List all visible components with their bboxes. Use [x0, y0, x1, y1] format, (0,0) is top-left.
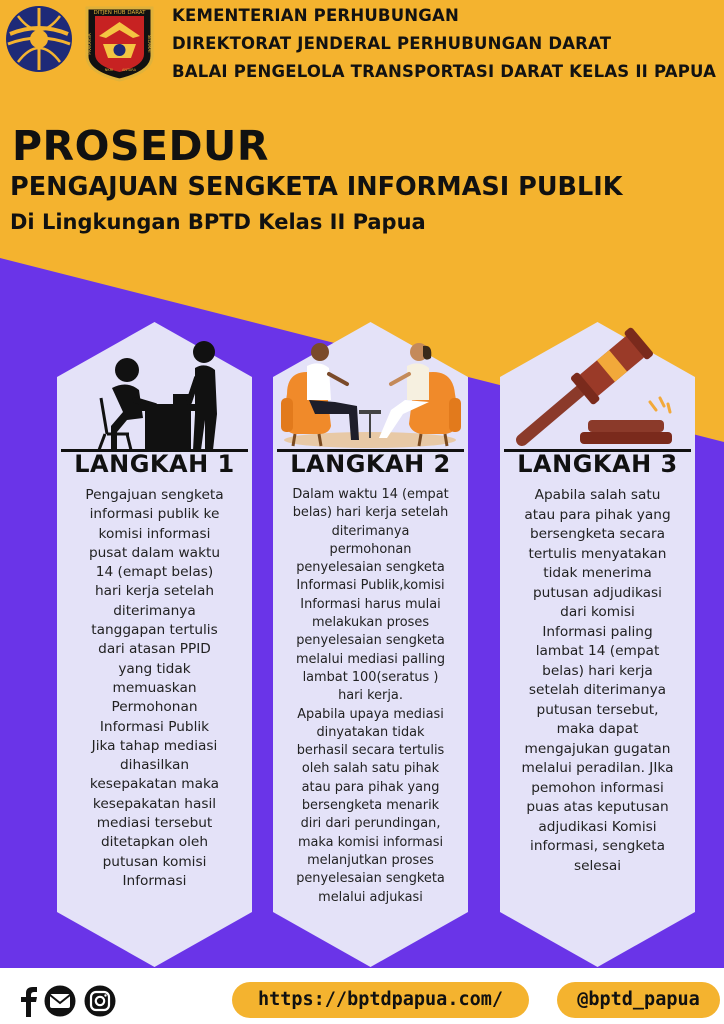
- ditjen-hub-darat-logo: [83, 4, 156, 82]
- description-line: 14 (emapt belas): [95, 564, 214, 581]
- description-line: kesepakatan maka: [89, 776, 220, 793]
- description-line: Jika tahap mediasi: [91, 737, 218, 754]
- description-line: tidak menerima: [543, 565, 652, 581]
- description-line: atau para pihak yang: [301, 779, 440, 795]
- description-line: dinyatakan tidak: [316, 724, 425, 740]
- description-line: belas) hari kerja: [542, 662, 653, 679]
- organization-names: [172, 2, 716, 86]
- description-line: Permohonan: [111, 699, 198, 716]
- description-line: putusan komisi: [102, 853, 207, 870]
- website-link[interactable]: https://bptdpapua.com/: [232, 982, 529, 1018]
- description-line: memuaskan: [112, 679, 197, 696]
- description-line: kesepakatan hasil: [92, 795, 217, 812]
- description-line: komisi informasi: [98, 525, 211, 542]
- logo2-right-text: SELAMAT: [147, 34, 152, 54]
- description-line: selesai: [573, 857, 622, 874]
- description-line: putusan tersebut,: [536, 701, 659, 718]
- description-line: melalui mediasi palling: [295, 651, 446, 667]
- page-subtitle-2: Di Lingkungan BPTD Kelas II Papua: [10, 210, 426, 234]
- step-2-label: LANGKAH 2: [290, 450, 451, 478]
- description-line: setelah diterimanya: [528, 682, 667, 698]
- step-3-label: LANGKAH 3: [517, 450, 678, 478]
- step-2-description: [285, 486, 456, 907]
- step-3-description: [512, 486, 683, 876]
- logo2-top-text: DITJEN HUB DARAT: [93, 10, 146, 16]
- instagram-icon[interactable]: [85, 986, 116, 1017]
- description-line: dari komisi: [560, 604, 635, 620]
- description-line: adjudikasi Komisi: [538, 818, 657, 835]
- description-line: diterimanya: [331, 523, 410, 539]
- description-line: berhasil secara tertulis: [296, 743, 445, 759]
- description-line: Dalam waktu 14 (empat: [292, 487, 449, 502]
- description-line: penyelesaian sengketa: [296, 871, 445, 887]
- step-card-3: [500, 322, 695, 967]
- description-line: melalui adjukasi: [318, 889, 423, 905]
- page-title: PROSEDUR: [12, 122, 269, 170]
- description-line: penyelesaian sengketa: [296, 633, 445, 649]
- description-line: tertulis menyatakan: [528, 545, 667, 562]
- description-line: Informasi harus mulai: [300, 596, 441, 612]
- description-line: melakukan proses: [311, 615, 430, 631]
- description-line: pemohon informasi: [531, 779, 664, 796]
- step-1-description: [69, 486, 240, 891]
- description-line: mengajukan gugatan: [524, 740, 671, 757]
- facebook-icon[interactable]: [21, 987, 37, 1017]
- logo2-bottom-text: ANTARA: [122, 68, 136, 72]
- description-line: mediasi tersebut: [96, 815, 213, 832]
- logo2-bottom2-text: NKRI: [104, 68, 114, 72]
- description-line: ditetapkan oleh: [100, 834, 209, 851]
- description-line: penyelesaian sengketa: [296, 560, 445, 576]
- email-icon[interactable]: [45, 986, 76, 1017]
- description-line: Informasi paling: [542, 623, 653, 640]
- description-line: bersengketa secara: [529, 526, 666, 542]
- description-line: lambat 14 (empat: [535, 643, 660, 659]
- description-line: Pengajuan sengketa: [85, 487, 224, 503]
- description-line: Apabila salah satu: [534, 487, 661, 503]
- description-line: hari kerja.: [338, 688, 403, 704]
- description-line: informasi, sengketa: [530, 838, 665, 854]
- page-subtitle: PENGAJUAN SENGKETA INFORMASI PUBLIK: [10, 172, 623, 202]
- description-line: atau para pihak yang: [524, 506, 671, 523]
- description-line: diri dari perundingan,: [300, 816, 441, 832]
- description-line: melanjutkan proses: [307, 852, 434, 868]
- description-line: maka dapat: [556, 721, 639, 737]
- org-line-1: KEMENTERIAN PERHUBUNGAN: [172, 6, 460, 25]
- kemenhub-logo: [4, 4, 74, 74]
- consultation-desk-icon: [57, 322, 252, 452]
- description-line: informasi publik ke: [89, 506, 220, 523]
- description-line: Informasi: [122, 872, 187, 889]
- description-line: melalui peradilan. JIka: [521, 760, 674, 776]
- gavel-icon: [500, 322, 695, 452]
- description-line: Informasi Publik: [99, 718, 210, 735]
- social-handle[interactable]: @bptd_papua: [557, 982, 720, 1018]
- description-line: permohonan: [329, 541, 412, 557]
- description-line: tanggapan tertulis: [91, 622, 218, 639]
- description-line: dari atasan PPID: [98, 641, 211, 658]
- description-line: bersengketa menarik: [301, 798, 440, 814]
- description-line: dihasilkan: [119, 757, 190, 774]
- org-line-3: BALAI PENGELOLA TRANSPORTASI DARAT KELAS II PAPUA: [172, 62, 717, 81]
- description-line: maka komisi informasi: [297, 834, 444, 850]
- step-1-label: LANGKAH 1: [74, 450, 235, 478]
- description-line: oleh salah satu pihak: [301, 761, 440, 777]
- step-card-2: [273, 322, 468, 967]
- description-line: pusat dalam waktu: [88, 544, 221, 561]
- description-line: Apabila upaya mediasi: [297, 706, 444, 722]
- org-line-2: DIREKTORAT JENDERAL PERHUBUNGAN DARAT: [172, 34, 612, 53]
- description-line: belas) hari kerja setelah: [292, 505, 449, 521]
- description-line: Informasi Publik,komisi: [296, 578, 445, 594]
- description-line: yang tidak: [118, 660, 191, 677]
- logo2-left-text: PRAKARSA: [87, 33, 92, 55]
- mediation-meeting-icon: [273, 322, 468, 452]
- description-line: hari kerja setelah: [94, 583, 215, 600]
- description-line: putusan adjudikasi: [532, 584, 662, 601]
- description-line: diterimanya: [113, 602, 196, 619]
- social-icons: [12, 985, 122, 1017]
- description-line: lambat 100(seratus ): [302, 669, 439, 685]
- step-card-1: [57, 322, 252, 967]
- description-line: puas atas keputusan: [526, 799, 669, 815]
